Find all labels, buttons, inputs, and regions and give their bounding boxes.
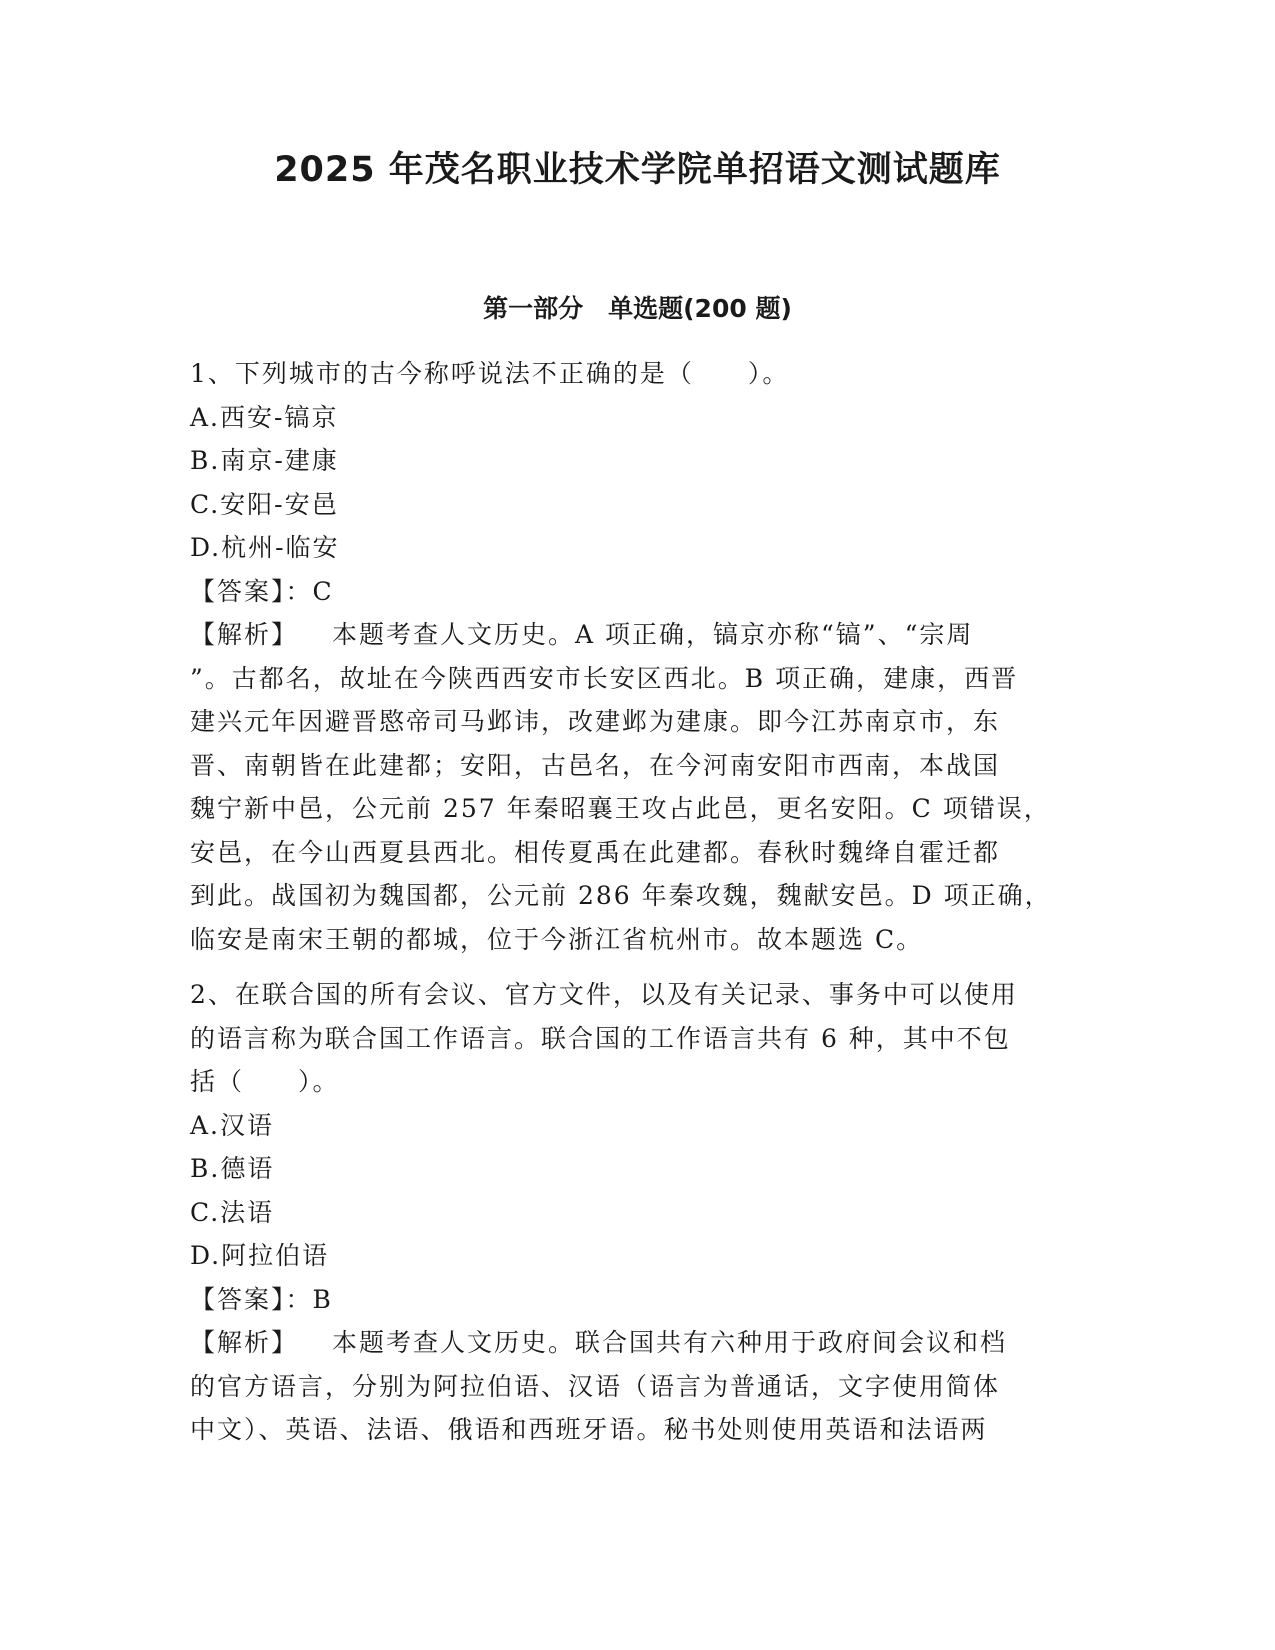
section-title: 第一部分 单选题(200 题) bbox=[483, 294, 792, 323]
option-b: B.南京-建康 bbox=[190, 446, 339, 475]
analysis-line: 建兴元年因避晋愍帝司马邺讳，改建邺为建康。即今江苏南京市，东 bbox=[190, 707, 1001, 736]
analysis-line: 中文）、英语、法语、俄语和西班牙语。秘书处则使用英语和法语两 bbox=[190, 1415, 988, 1444]
analysis-line: 晋、南朝皆在此建都；安阳，古邑名，在今河南安阳市西南，本战国 bbox=[190, 750, 1001, 780]
option-c: C.法语 bbox=[190, 1197, 275, 1227]
question-list bbox=[190, 352, 1080, 1452]
analysis-label: 【解析】 bbox=[190, 1328, 299, 1357]
analysis-line: 的官方语言，分别为阿拉伯语、汉语（语言为普通话，文字使用简体 bbox=[190, 1371, 1001, 1401]
option-c: C.安阳-安邑 bbox=[190, 489, 339, 519]
question-stem: 的语言称为联合国工作语言。联合国的工作语言共有 6 种，其中不包 bbox=[190, 1023, 1011, 1053]
option-a: A.汉语 bbox=[190, 1110, 275, 1140]
document-title: 2025 年茂名职业技术学院单招语文测试题库 bbox=[274, 150, 1001, 190]
analysis-first-line bbox=[190, 613, 1080, 657]
analysis-line: ”。古都名，故址在今陕西西安市长安区西北。B 项正确，建康，西晋 bbox=[190, 663, 1019, 693]
option-d: D.杭州-临安 bbox=[190, 533, 340, 562]
analysis-label: 【解析】 bbox=[190, 620, 299, 649]
option-b: B.德语 bbox=[190, 1154, 275, 1183]
option-d: D.阿拉伯语 bbox=[190, 1241, 330, 1270]
analysis-line: 魏宁新中邑，公元前 257 年秦昭襄王攻占此邑，更名安阳。C 项错误， bbox=[190, 794, 1051, 823]
analysis-line: 安邑，在今山西夏县西北。相传夏禹在此建都。春秋时魏绛自霍迁都 bbox=[190, 837, 1001, 867]
question-stem: 括（ ）。 bbox=[190, 1067, 340, 1096]
analysis-text: 本题考查人文历史。A 项正确，镐京亦称“镐”、“宗周 bbox=[332, 620, 974, 649]
question-stem: 1、下列城市的古今称呼说法不正确的是（ ）。 bbox=[190, 359, 790, 388]
question-stem: 2、在联合国的所有会议、官方文件，以及有关记录、事务中可以使用 bbox=[190, 980, 1018, 1009]
option-a: A.西安-镐京 bbox=[190, 402, 339, 432]
analysis-text: 本题考查人文历史。联合国共有六种用于政府间会议和档 bbox=[332, 1328, 1008, 1357]
question-item bbox=[190, 973, 1080, 1452]
analysis-line: 到此。战国初为魏国都，公元前 286 年秦攻魏，魏献安邑。D 项正确， bbox=[190, 881, 1052, 910]
answer-line: 【答案】：B bbox=[190, 1284, 333, 1314]
answer-line: 【答案】：C bbox=[190, 576, 334, 606]
question-item bbox=[190, 352, 1080, 961]
analysis-line: 临安是南宋王朝的都城，位于今浙江省杭州市。故本题选 C。 bbox=[190, 924, 924, 954]
analysis-first-line bbox=[190, 1321, 1080, 1365]
